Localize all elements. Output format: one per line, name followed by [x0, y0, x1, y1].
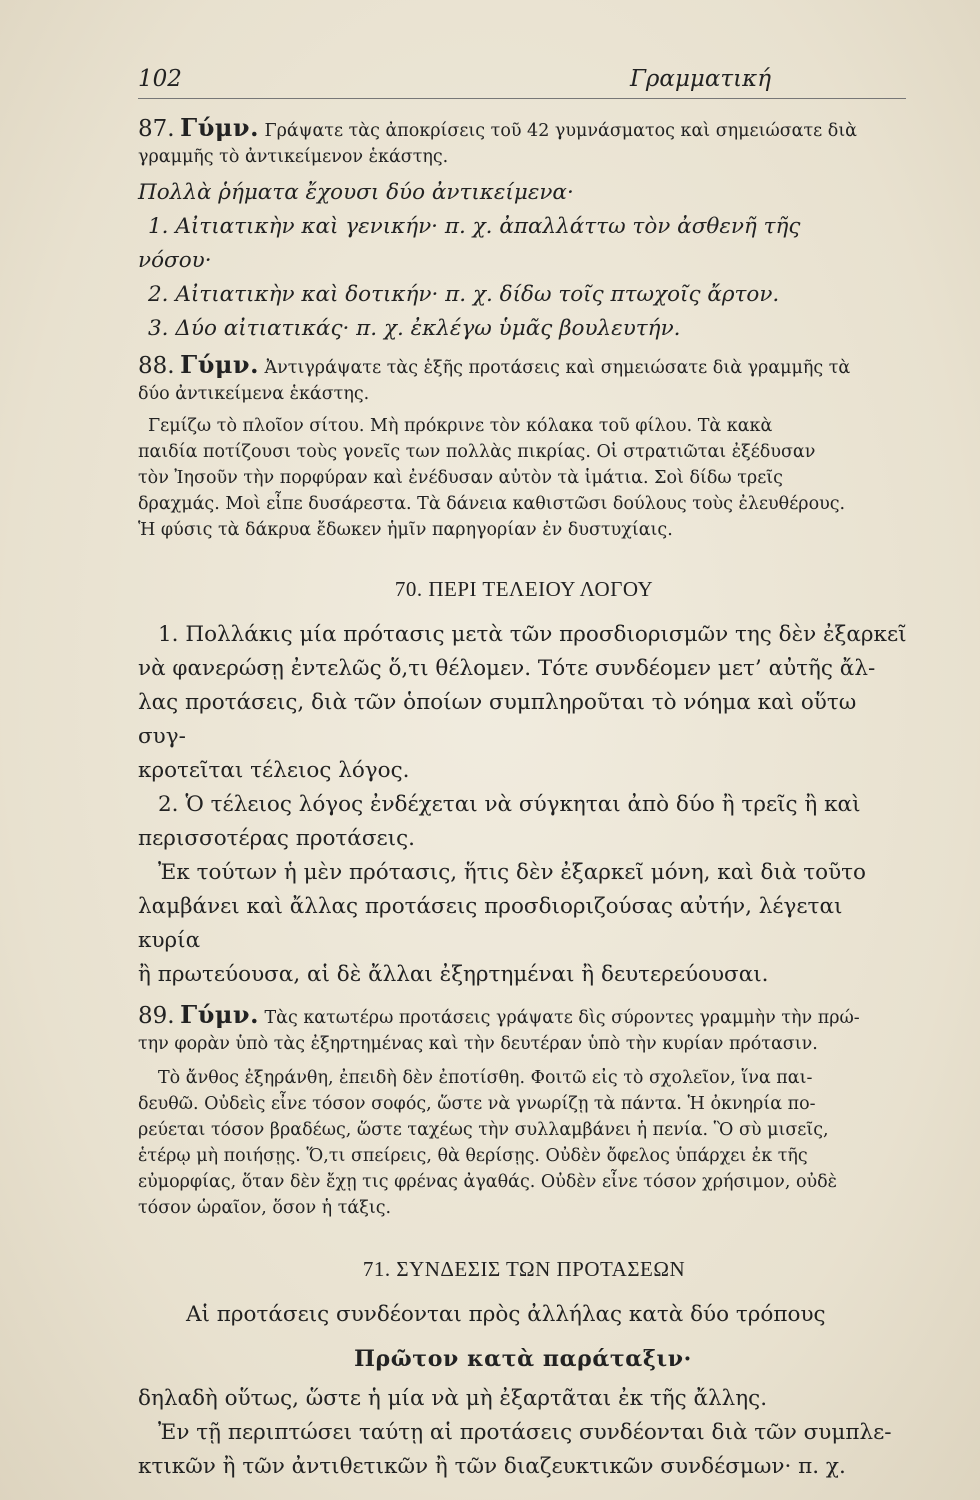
text-line: τόσον ὡραῖον, ὅσον ἡ τάξις. — [138, 1198, 392, 1218]
text-line: λας προτάσεις, διὰ τῶν ὁποίων συμπληροῦται τὸ νόημα καὶ οὕτω συγ- — [138, 690, 857, 749]
section-title-70: 70. ΠΕΡΙ ΤΕΛΕΙΟΥ ΛΟΓΟΥ — [394, 577, 654, 601]
instruction-text: δύο ἀντικείμενα ἑκάστης. — [138, 384, 370, 404]
exercise-number: 89. — [138, 1003, 175, 1029]
text-line: τὸν Ἰησοῦν τὴν πορφύραν καὶ ἐνέδυσαν αὐτὸν τὰ ἱμάτια. Σοὶ δίδω τρεῖς — [138, 468, 783, 488]
running-title: Γραμματική — [629, 66, 771, 92]
exercise-label: Γύμν. — [180, 350, 259, 379]
text-line: εὐμορφίας, ὅταν δὲν ἔχῃ τις φρένας ἀγαθάς. Οὐδὲν εἶνε τόσον χρήσιμον, οὐδὲ — [138, 1172, 838, 1192]
text-line: κροτεῖται τέλειος λόγος. — [138, 758, 410, 783]
text-line: δηλαδὴ οὕτως, ὥστε ἡ μία νὰ μὴ ἐξαρτᾶται ἐκ τῆς ἄλλης. — [138, 1386, 768, 1411]
instruction-text: Τὰς κατωτέρω προτάσεις γράψατε δὶς σύροντες γραμμὴν τὴν πρώ- — [264, 1008, 860, 1028]
text-line: νὰ φανερώσῃ ἐντελῶς ὅ,τι θέλομεν. Τότε συνδέομεν μετ’ αὐτῆς ἄλ- — [138, 656, 876, 681]
exercise-number: 87. — [138, 116, 175, 142]
exercise-label: Γύμν. — [180, 113, 259, 142]
text-line: 2. Ὁ τέλειος λόγος ἐνδέχεται νὰ σύγκηται ἀπὸ δύο ἢ τρεῖς ἢ καὶ — [158, 792, 861, 817]
text-line: Ἐν τῇ περιπτώσει ταύτῃ αἱ προτάσεις συνδέονται διὰ τῶν συμπλε- — [158, 1420, 892, 1445]
intro-line: Αἱ προτάσεις συνδέονται πρὸς ἀλλήλας κατὰ δύο τρόπους — [186, 1302, 826, 1327]
text-line: νόσου· — [138, 248, 212, 273]
text-line: περισσοτέρας προτάσεις. — [138, 826, 415, 851]
text-line: δραχμάς. Μοὶ εἶπε δυσάρεστα. Τὰ δάνεια καθιστῶσι δούλους τοὺς ἐλευθέρους. — [138, 494, 846, 514]
text-line: ἑτέρῳ μὴ ποιήσῃς. Ὅ,τι σπείρεις, θὰ θερίσῃς. Οὐδὲν ὄφελος ὑπάρχει ἐκ τῆς — [138, 1146, 808, 1166]
subheading: Πρῶτον κατὰ παράταξιν· — [354, 1346, 692, 1372]
section-70-body — [138, 618, 908, 992]
exercise-88-instruction-line — [138, 352, 908, 381]
text-line: Ἐκ τούτων ἡ μὲν πρότασις, ἥτις δὲν ἐξαρκεῖ μόνη, καὶ διὰ τοῦτο — [158, 860, 866, 885]
instruction-text: Γράψατε τὰς ἀποκρίσεις τοῦ 42 γυμνάσματος καὶ σημειώσατε διὰ — [264, 121, 858, 141]
exercise-89 — [138, 1002, 908, 1221]
text-line: δευθῶ. Οὐδεὶς εἶνε τόσον σοφός, ὥστε νὰ γνωρίζῃ τὰ πάντα. Ἡ ὀκνηρία πο- — [138, 1094, 816, 1114]
page-number: 102 — [138, 66, 182, 92]
text-line: παιδία ποτίζουσι τοὺς γονεῖς των πολλὰς πικρίας. Οἱ στρατιῶται ἐξέδυσαν — [138, 442, 816, 462]
exercise-label: Γύμν. — [180, 1000, 259, 1029]
text-line: 1. Αἰτιατικὴν καὶ γενικήν· π. χ. ἀπαλλάττω τὸν ἀσθενῆ τῆς — [148, 214, 801, 239]
section-71-body — [138, 1298, 908, 1484]
instruction-text: γραμμῆς τὸ ἀντικείμενον ἑκάστης. — [138, 147, 449, 167]
exercise-88 — [138, 352, 908, 543]
section-title-71: 71. ΣΥΝΔΕΣΙΣ ΤΩΝ ΠΡΟΤΑΣΕΩΝ — [362, 1257, 686, 1281]
text-line: Ἡ φύσις τὰ δάκρυα ἔδωκεν ἡμῖν παρηγορίαν ἐν δυστυχίαις. — [138, 520, 673, 540]
text-line: ἢ πρωτεύουσα, αἱ δὲ ἄλλαι ἐξηρτημέναι ἢ δευτερεύουσαι. — [138, 962, 769, 987]
exercise-87-instruction-line — [138, 115, 908, 144]
text-line: λαμβάνει καὶ ἄλλας προτάσεις προσδιοριζούσας αὐτήν, λέγεται κυρία — [138, 894, 843, 953]
text-line: ρεύεται τόσον βραδέως, ὥστε ταχέως τὴν συλλαμβάνει ἡ πενία. Ὃ σὺ μισεῖς, — [138, 1120, 829, 1140]
instruction-text: την φορὰν ὑπὸ τὰς ἐξηρτημένας καὶ τὴν δευτέραν ὑπὸ τὴν κυρίαν πρότασιν. — [138, 1034, 818, 1054]
text-line: 2. Αἰτιατικὴν καὶ δοτικήν· π. χ. δίδω τοῖς πτωχοῖς ἄρτον. — [148, 282, 780, 307]
text-line: Τὸ ἄνθος ἐξηράνθη, ἐπειδὴ δὲν ἐποτίσθη. Φοιτῶ εἰς τὸ σχολεῖον, ἵνα παι- — [158, 1068, 813, 1088]
text-line: 1. Πολλάκις μία πρότασις μετὰ τῶν προσδιορισμῶν της δὲν ἐξαρκεῖ — [158, 622, 907, 647]
instruction-text: Ἀντιγράψατε τὰς ἑξῆς προτάσεις καὶ σημειώσατε διὰ γραμμῆς τὰ — [264, 358, 851, 378]
page-header — [138, 66, 906, 99]
text-line: Γεμίζω τὸ πλοῖον σίτου. Μὴ πρόκρινε τὸν κόλακα τοῦ φίλου. Τὰ κακὰ — [148, 416, 773, 436]
exercise-89-instruction-line — [138, 1002, 908, 1031]
exercise-number: 88. — [138, 353, 175, 379]
exercise-87 — [138, 115, 908, 346]
text-line: κτικῶν ἢ τῶν ἀντιθετικῶν ἢ τῶν διαζευκτικῶν συνδέσμων· π. χ. — [138, 1454, 846, 1479]
text-line: 3. Δύο αἰτιατικάς· π. χ. ἐκλέγω ὑμᾶς βουλευτήν. — [148, 316, 681, 341]
text-line: Πολλὰ ῥήματα ἔχουσι δύο ἀντικείμενα· — [138, 180, 574, 205]
